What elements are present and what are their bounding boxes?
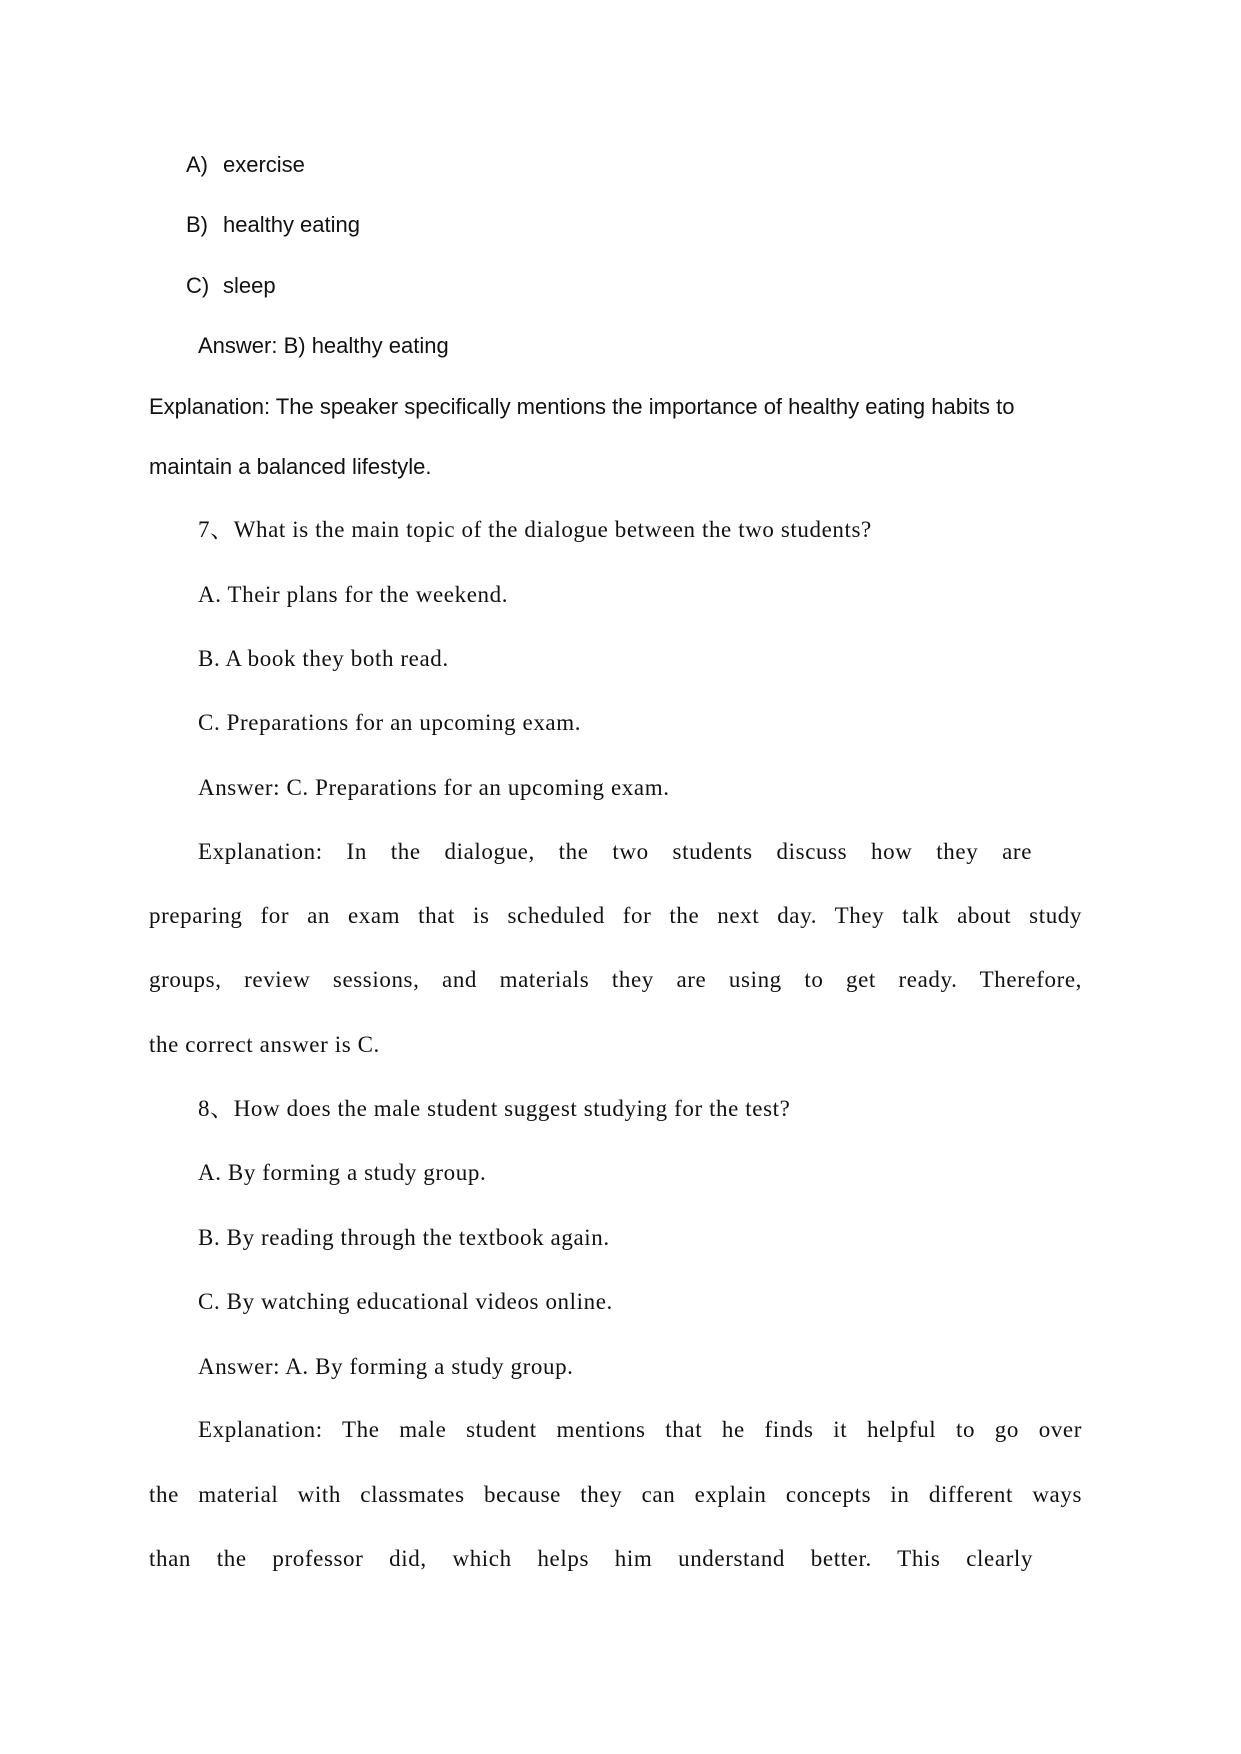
q8-explanation-line: the material with classmates because they can explain concepts in different ways [149, 1482, 1082, 1507]
q7-explanation-line: the correct answer is C. [149, 1032, 380, 1057]
option-letter: C) [186, 273, 210, 298]
option-text: sleep [223, 273, 276, 298]
q7-option-c: C. Preparations for an upcoming exam. [198, 710, 582, 735]
q8-option-b: B. By reading through the textbook again. [198, 1225, 610, 1250]
q8-option-a: A. By forming a study group. [198, 1160, 487, 1185]
q7-option-a: A. Their plans for the weekend. [198, 582, 509, 607]
q7-explanation-line: Explanation: In the dialogue, the two students discuss how they are [198, 839, 1032, 864]
explanation-line: Explanation: The speaker specifically mentions the importance of healthy eating habits to [149, 394, 1015, 419]
q8-answer: Answer: A. By forming a study group. [198, 1354, 574, 1379]
option-text: healthy eating [223, 212, 360, 237]
q8-explanation-line: Explanation: The male student mentions that he finds it helpful to go over [198, 1417, 1082, 1442]
question-7: 7、What is the main topic of the dialogue between the two students? [198, 517, 872, 542]
q7-answer: Answer: C. Preparations for an upcoming exam. [198, 775, 670, 800]
option-letter: A) [186, 152, 208, 177]
q7-explanation-line: groups, review sessions, and materials they are using to get ready. Therefore, [149, 967, 1082, 992]
q7-option-b: B. A book they both read. [198, 646, 449, 671]
option-text: exercise [223, 152, 305, 177]
question-8: 8、How does the male student suggest studying for the test? [198, 1096, 791, 1121]
q7-explanation-line: preparing for an exam that is scheduled for the next day. They talk about study [149, 903, 1082, 928]
q8-explanation-line: than the professor did, which helps him understand better. This clearly [149, 1546, 1033, 1571]
explanation-line: maintain a balanced lifestyle. [149, 454, 432, 479]
option-letter: B) [186, 212, 208, 237]
answer-line: Answer: B) healthy eating [198, 333, 449, 358]
q8-option-c: C. By watching educational videos online. [198, 1289, 613, 1314]
